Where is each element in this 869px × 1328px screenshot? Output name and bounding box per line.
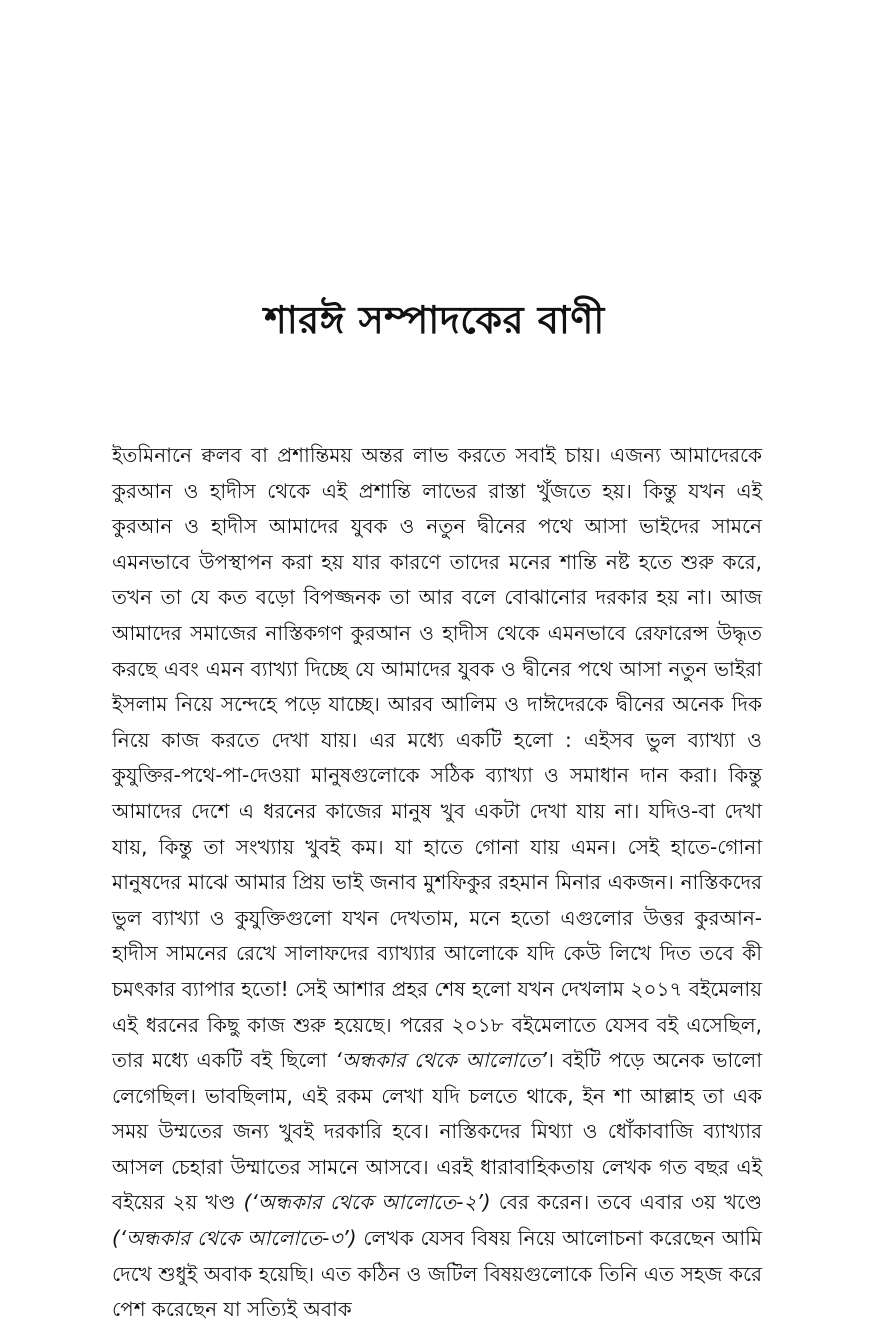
paragraph-text-part-3: বের করেন। তবে এবার ৩য় খণ্ডে <box>498 1190 763 1215</box>
book-title-2: (‘অন্ধকার থেকে আলোতে-২’) <box>243 1190 491 1215</box>
paragraph-text-part-2: । বইটি পড়ে অনেক ভালো লেগেছিল। ভাবছিলাম, এই রকম লেখা যদি চলতে থাকে, ইন শা আল্লাহ তা এক সময় উম্মতের জন্য খুবই দরকারি হবে। নাস্তিকদের মিথ্যা ও ধোঁকাবাজি ব্যাখ্যার আসল চেহারা উম্মাতের সামনে আসবে। এরই ধারাবাহিকতায় লেখক গত বছর এই বইয়ের ২য় খণ্ড <box>112 1048 763 1215</box>
book-title-3: (‘অন্ধকার থেকে আলোতে-৩’) <box>112 1226 357 1251</box>
body-paragraph <box>112 438 762 1328</box>
page-title: শারঈ সম্পাদকের বাণী <box>264 298 605 342</box>
book-title-1: ‘অন্ধকার থেকে আলোতে’ <box>335 1048 547 1073</box>
paragraph-text-part-1: ইতমিনানে ক্বলব বা প্রশান্তিময় অন্তর লাভ করতে সবাই চায়। এজন্য আমাদেরকে কুরআন ও হাদীস থেকে এই প্রশান্তি লাভের রাস্তা খুঁজতে হয়। কিন্তু যখন এই কুরআন ও হাদীস আমাদের যুবক ও নতুন দ্বীনের পথে আসা ভাইদের সামনে এমনভাবে উপস্থাপন করা হয় যার কারণে তাদের মনের শান্তি নষ্ট হতে শুরু করে, তখন তা যে কত বড়ো বিপজ্জনক তা আর বলে বোঝানোর দরকার হয় না। আজ আমাদের সমাজের নাস্তিকগণ কুরআন ও হাদীস থেকে এমনভাবে রেফারেন্স উদ্ধৃত করছে এবং এমন ব্যাখ্যা দিচ্ছে যে আমাদের যুবক ও দ্বীনের পথে আসা নতুন ভাইরা ইসলাম নিয়ে সন্দেহে পড়ে যাচ্ছে। আরব আলিম ও দাঈদেরকে দ্বীনের অনেক দিক নিয়ে কাজ করতে দেখা যায়। এর মধ্যে একটি হলো : এইসব ভুল ব্যাখ্যা ও কুযুক্তির-পথে-পা-দেওয়া মানুষগুলোকে সঠিক ব্যাখ্যা ও সমাধান দান করা। কিন্তু আমাদের দেশে এ ধরনের কাজের মানুষ খুব একটা দেখা যায় না। যদিও-বা দেখা যায়, কিন্তু তা সংখ্যায় খুবই কম। যা হাতে গোনা যায় এমন। সেই হাতে-গোনা মানুষদের মাঝে আমার প্রিয় ভাই জনাব মুশফিকুর রহমান মিনার একজন। নাস্তিকদের ভুল ব্যাখ্যা ও কুযুক্তিগুলো যখন দেখতাম, মনে হতো এগুলোর উত্তর কুরআন-হাদীস সামনের রেখে সালাফদের ব্যাখ্যার আলোকে যদি কেউ লিখে দিত তবে কী চমৎকার ব্যাপার হতো! সেই আশার প্রহর শেষ হলো যখন দেখলাম ২০১৭ বইমেলায় এই ধরনের কিছু কাজ শুরু হয়েছে। পরের ২০১৮ বইমেলাতে যেসব বই এসেছিল, তার মধ্যে একটি বই ছিলো <box>112 443 762 1073</box>
paragraph-text-part-4: লেখক যেসব বিষয় নিয়ে আলোচনা করেছেন আমি দেখে শুধুই অবাক হয়েছি। এত কঠিন ও জটিল বিষয়গুলোকে তিনি এত সহজ করে পেশ করেছেন যা সত্যিই অবাক <box>112 1226 762 1322</box>
